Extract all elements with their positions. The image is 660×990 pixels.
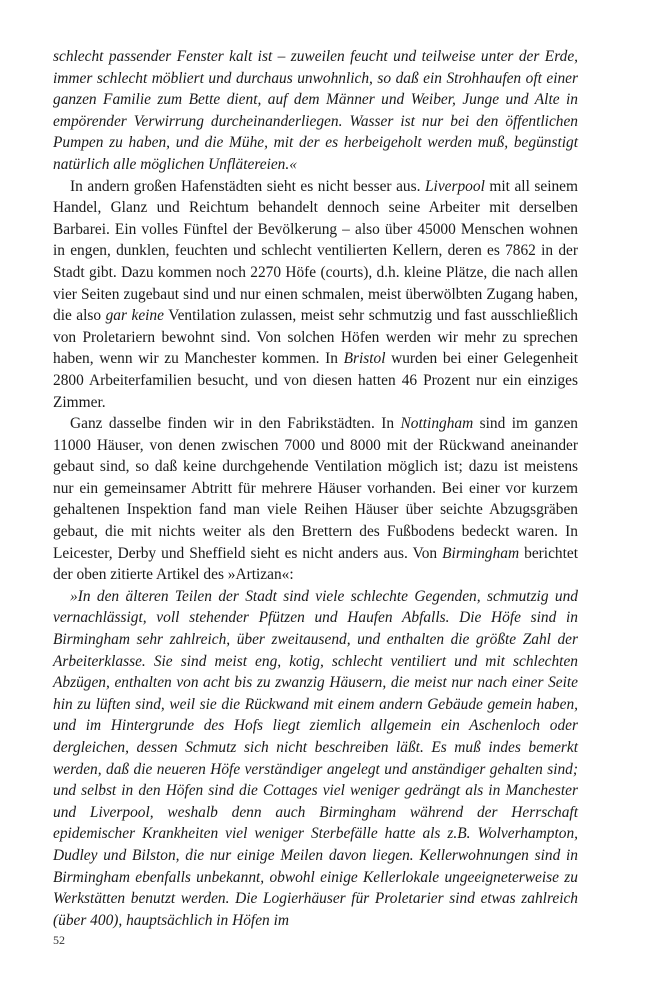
text-run: In andern großen Hafenstädten sieht es nicht besser aus. [70,177,425,195]
page-number: 52 [53,933,65,947]
emphasis-bristol: Bristol [343,350,386,368]
text-run: wurden bei einer Gelegenheit 2800 Arbeiterfamilien besucht, und von diesen hatten 46 Prozent nur ein einziges Zimmer. [53,350,578,411]
emphasis-liverpool: Liverpool [425,177,485,195]
page-body [53,46,578,931]
emphasis-nottingham: Nottingham [400,415,474,433]
text-run: sind im ganzen 11000 Häuser, von denen zwischen 7000 und 8000 mit der Rückwand aneinander gebaut sind, so daß keine durchgehende Ventilation möglich ist; dazu ist meistens nur ein gemeinsamer Abtritt für mehrere Häuser vorhanden. Bei einer vor kurzem gehaltenen Inspektion fand man viele Reihen Häuser über seichte Abzugsgräben gebaut, die mit nichts weiter als den Brettern des Fußbodens bedeckt waren. In Leicester, Derby und Sheffield sieht es nicht anders aus. Von [53,415,578,562]
emphasis-birmingham: Birmingham [442,544,520,562]
paragraph-quote-continuation: schlecht passender Fenster kalt ist – zuweilen feucht und teilweise unter der Erde, immer schlecht möbliert und durchaus unwohnlich, so daß ein Strohhaufen oft einer ganzen Familie zum Bette dient, auf dem Männer und Weiber, Junge und Alte in empörender Verwirrung durcheinanderliegen. Wasser ist nur bei den öffentlichen Pumpen zu haben, und die Mühe, mit der es herbeigeholt werden muß, begünstigt natürlich alle möglichen Unflätereien.« [53,48,578,173]
paragraph-liverpool-bristol [53,176,578,414]
text-run: berichtet der oben zitierte Artikel des »Artizan«: [53,544,578,584]
text-run: Ventilation zulassen, meist sehr schmutzig und fast ausschließlich von Proletariern bewohnt sind. Von solchen Höfen werden wir mehr zu sprechen haben, wenn wir zu Manchester kommen. In [53,307,578,368]
paragraph-birmingham-quote: »In den älteren Teilen der Stadt sind viele schlechte Gegenden, schmutzig und vernachlässigt, voll stehender Pfützen und Haufen Abfalls. Die Höfe sind in Birmingham sehr zahlreich, über zweitausend, und enthalten die größte Zahl der Arbeiterklasse. Sie sind meist eng, kotig, schlecht ventiliert und mit schlechten Abzügen, enthalten von acht bis zu zwanzig Häusern, die meist nur nach einer Seite hin zu lüften sind, weil sie die Rückwand mit einem andern Gebäude gemein haben, und im Hintergrunde des Hofs liegt ziemlich allgemein ein Aschenloch oder dergleichen, dessen Schmutz sich nicht beschreiben läßt. Es muß indes bemerkt werden, daß die neueren Höfe verständiger angelegt und anständiger gehalten sind; und selbst in den Höfen sind die Cottages viel weniger gedrängt als in Manchester und Liverpool, weshalb denn auch Birmingham während der Herrschaft epidemischer Krankheiten viel weniger Sterbefälle hatte als z.B. Wolverhampton, Dudley und Bilston, die nur einige Meilen davon liegen. Kellerwohnungen sind in Birmingham ebenfalls unbekannt, obwohl einige Kellerlokale ungeeigneterweise zu Werkstätten benutzt werden. Die Logierhäuser für Proletarier sind etwas zahlreich (über 400), hauptsächlich in Höfen im [53,587,578,929]
text-run: Ganz dasselbe finden wir in den Fabrikstädten. In [70,415,401,433]
paragraph-fabrikstaedte [53,413,578,586]
text-run: mit all seinem Handel, Glanz und Reichtum behandelt dennoch seine Arbeiter mit derselben Barbarei. Ein volles Fünftel der Bevölkerung – also über 45000 Menschen wohnen in engen, dunklen, feuchten und schlecht ventilierten Kellern, deren es 7862 in der Stadt gibt. Dazu kommen noch 2270 Höfe (courts), d.h. kleine Plätze, die nach allen vier Seiten zugebaut sind und nur einen schmalen, meist überwölbten Zugang haben, die also [53,177,578,325]
emphasis-gar-keine: gar keine [105,307,164,325]
